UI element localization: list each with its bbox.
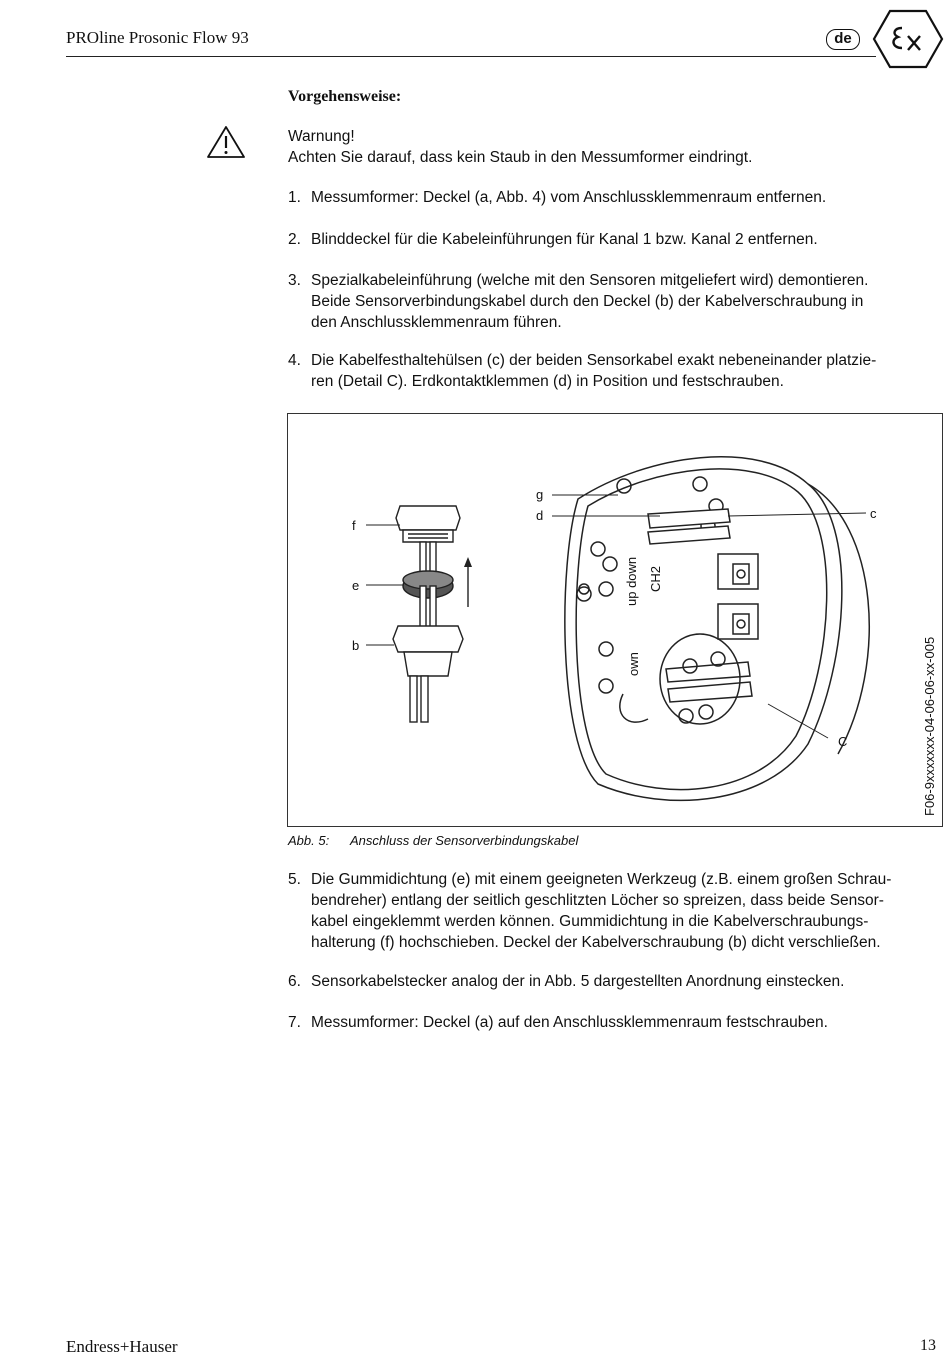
label-d: d (536, 508, 544, 523)
step-number: 1. (288, 189, 301, 206)
figure-frame (287, 413, 943, 827)
step-number: 2. (288, 231, 301, 248)
step-number: 6. (288, 973, 301, 990)
label-g: g (536, 487, 544, 502)
label-e: e (352, 578, 360, 593)
step-number: 5. (288, 871, 301, 888)
figure-reference-code: F06-9xxxxxxx-04-06-06-xx-005 (922, 636, 937, 816)
step-text: Blinddeckel für die Kabeleinführungen für Kanal 1 bzw. Kanal 2 entfernen. (311, 231, 818, 248)
figure-caption-text: Anschluss der Sensorverbindungskabel (350, 833, 579, 848)
step-text: Messumformer: Deckel (a) auf den Anschlussklemmenraum festschrauben. (311, 1014, 828, 1031)
warning-text: Achten Sie darauf, dass kein Staub in den Messumformer eindringt. (288, 149, 753, 166)
warning-title: Warnung! (288, 128, 355, 145)
header-rule (66, 56, 876, 57)
terminal-label-ch2: CH2 (648, 565, 663, 592)
figure-caption-number: Abb. 5: (288, 833, 330, 848)
label-c: c (870, 506, 877, 521)
sensor-connection-illustration (288, 414, 942, 826)
ex-explosion-protection-icon (872, 8, 944, 70)
step-number: 4. (288, 352, 301, 369)
label-f: f (352, 518, 356, 533)
label-detail-c: C (838, 734, 848, 749)
footer-brand: Endress+Hauser (66, 1337, 178, 1356)
warning-triangle-icon (206, 125, 246, 159)
cable-gland-drawing (393, 506, 463, 722)
terminal-label-updown: up down (624, 556, 639, 606)
document-title: PROline Prosonic Flow 93 (66, 28, 249, 47)
label-b: b (352, 638, 360, 653)
language-badge: de (826, 29, 860, 50)
section-heading: Vorgehensweise: (288, 88, 402, 105)
step-number: 7. (288, 1014, 301, 1031)
step-text: Messumformer: Deckel (a, Abb. 4) vom Anschlussklemmenraum entfernen. (311, 189, 827, 206)
step-text: Die Gummidichtung (e) mit einem geeigneten Werkzeug (z.B. einem großen Schrau- bendreher) entlang der seitlich geschlitzten Löcher so spreizen, dass beide Sensor- kabel eingeklemmt werden können. Gummidichtung in die Kabelverschraubungs- halterung (f) hochschieben. Deckel der Kabelverschraubung (b) dicht verschließen. (311, 871, 892, 951)
step-number: 3. (288, 272, 301, 289)
terminal-label-down: own (626, 652, 641, 676)
step-text: Spezialkabeleinführung (welche mit den Sensoren mitgeliefert wird) demontieren. Beide Sensorverbindungskabel durch den Deckel (b) der Kabelverschraubung in den Anschlussklemmenraum führen. (311, 272, 869, 331)
step-text: Sensorkabelstecker analog der in Abb. 5 dargestellten Anordnung einstecken. (311, 973, 845, 990)
step-text: Die Kabelfesthaltehülsen (c) der beiden Sensorkabel exakt nebeneinander platzie- ren (Detail C). Erdkontaktklemmen (d) in Position und festschrauben. (311, 352, 877, 390)
page-number: 13 (920, 1337, 936, 1354)
terminal-housing-drawing (565, 457, 869, 801)
